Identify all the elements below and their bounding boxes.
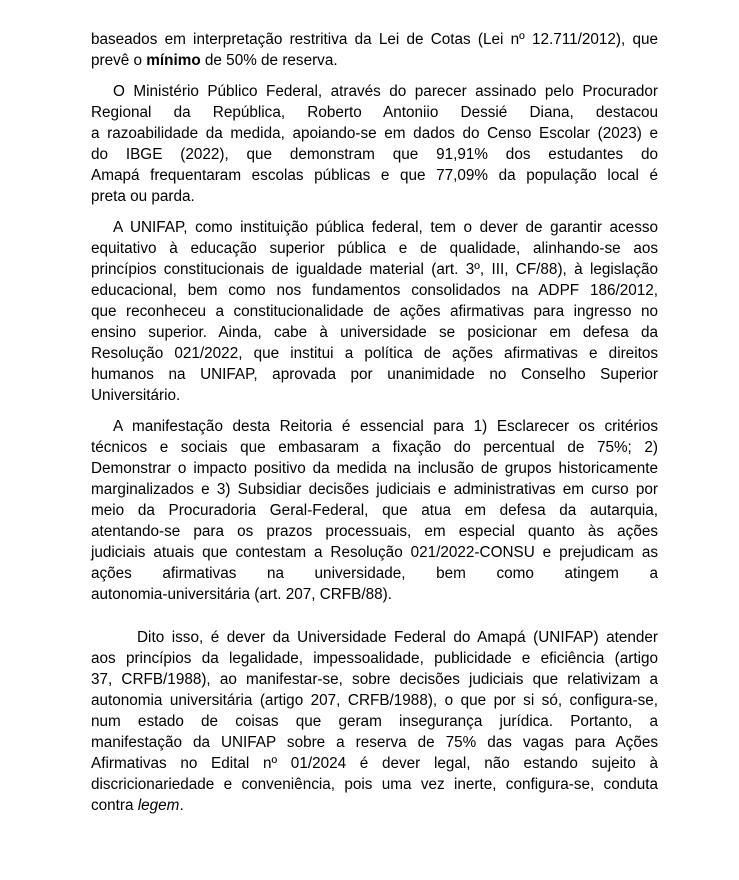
paragraph-spacer [91,71,658,81]
paragraph-ministerio-publico [91,81,658,207]
paragraph-spacer [91,406,658,416]
bold-text: mínimo [146,52,201,69]
text-line: ensino superior. Ainda, cabe à universidade se posicionar em defesa da [91,324,658,341]
text-line: Afirmativas no Edital nº 01/2024 é dever legal, não estando sujeito à [91,755,658,772]
text-line: princípios constitucionais de igualdade material (art. 3º, III, CF/88), à legislação [91,261,658,278]
paragraph-unifap-dever [91,217,658,406]
text-line: Dito isso, é dever da Universidade Federal do Amapá (UNIFAP) atender [137,629,658,646]
text-line: a razoabilidade da medida, apoiando-se em dados do Censo Escolar (2023) e [91,125,658,142]
paragraph-dito-isso [91,627,658,816]
text-span: contra [91,797,138,814]
text-line: Resolução 021/2022, que institui a política de ações afirmativas e direitos [91,345,658,362]
text-line: A manifestação desta Reitoria é essencial para 1) Esclarecer os critérios [113,418,658,435]
text-line: marginalizados e 3) Subsidiar decisões judiciais e administrativas em curso por [91,481,658,498]
paragraph-spacer [91,605,658,627]
paragraph-manifestacao-reitoria [91,416,658,605]
text-line: do IBGE (2022), que demonstram que 91,91% dos estudantes do [91,146,658,163]
text-span: . [179,797,184,814]
text-line: técnicos e sociais que embasaram a fixação do percentual de 75%; 2) [91,439,658,456]
paragraph-spacer [91,207,658,217]
text-line: ações afirmativas na universidade, bem como atingem a [91,565,658,582]
paragraph-lei-de-cotas [91,29,658,71]
text-line: Regional da República, Roberto Antoniio Dessié Diana, destacou [91,104,658,121]
text-line: Demonstrar o impacto positivo da medida na inclusão de grupos historicamente [91,460,658,477]
text-span: prevê o [91,52,147,69]
text-line: educacional, bem como nos fundamentos consolidados na ADPF 186/2012, [91,282,658,299]
text-line: O Ministério Público Federal, através do parecer assinado pelo Procurador [113,83,658,100]
text-line: meio da Procuradoria Geral-Federal, que atua em defesa da autarquia, [91,502,658,519]
text-line [91,795,658,816]
text-line: autonomia universitária (artigo 207, CRFB/1988), o que por si só, configura-se, [91,692,658,709]
italic-text: legem [137,797,180,814]
document-page [91,29,658,816]
text-line: aos princípios da legalidade, impessoalidade, publicidade e eficiência (artigo [91,650,658,667]
text-line: baseados em interpretação restritiva da Lei de Cotas (Lei nº 12.711/2012), que [91,31,658,48]
text-line: preta ou parda. [91,188,195,205]
text-line: autonomia-universitária (art. 207, CRFB/88). [91,586,392,603]
text-line: discricionariedade e conveniência, pois uma vez inerte, configura-se, conduta [91,776,658,793]
text-line: manifestação da UNIFAP sobre a reserva de 75% das vagas para Ações [91,734,658,751]
text-line: equitativo à educação superior pública e de qualidade, alinhando-se aos [91,240,658,257]
text-line: num estado de coisas que geram insegurança jurídica. Portanto, a [91,713,658,730]
text-span: de 50% de reserva. [200,52,338,69]
text-line [91,50,658,71]
text-line: que reconheceu a constitucionalidade de ações afirmativas para ingresso no [91,303,658,320]
text-line: Universitário. [91,387,181,404]
text-line: Amapá frequentaram escolas públicas e que 77,09% da população local é [91,167,658,184]
text-line: 37, CRFB/1988), ao manifestar-se, sobre decisões judiciais que relativizam a [91,671,658,688]
text-line: A UNIFAP, como instituição pública federal, tem o dever de garantir acesso [113,219,658,236]
text-line: humanos na UNIFAP, aprovada por unanimidade no Conselho Superior [91,366,658,383]
text-line: judiciais atuais que contestam a Resolução 021/2022-CONSU e prejudicam as [91,544,658,561]
text-line: atentando-se para os prazos processuais, em especial quanto às ações [91,523,658,540]
